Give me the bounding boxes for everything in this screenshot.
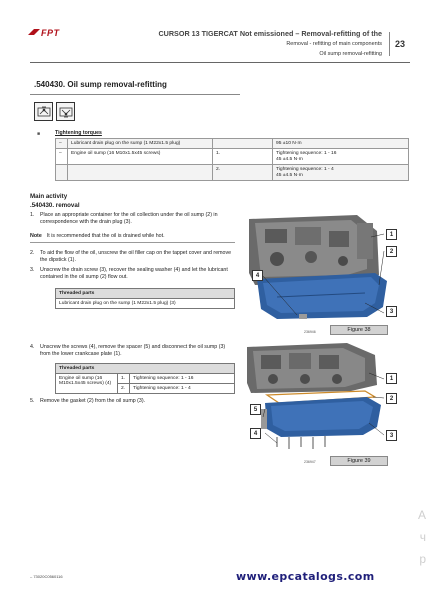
figure-39-image bbox=[247, 343, 399, 455]
figure-39-caption: Figure 39 bbox=[330, 456, 388, 466]
bullet-icon: ■ bbox=[37, 131, 41, 137]
note-label: Note bbox=[30, 233, 42, 239]
watermark-url: www.epcatalogs.com bbox=[236, 570, 375, 583]
callout-5: 5 bbox=[250, 404, 261, 415]
callout-3: 3 bbox=[386, 430, 397, 441]
threaded-parts-table-1 bbox=[55, 288, 235, 309]
figure-38-code: 236946 bbox=[304, 330, 316, 334]
removal-subtitle: .540430. removal bbox=[30, 202, 80, 209]
step-3: 3. Unscrew the drain screw (3), recover the sealing washer (4) and let the lubricant contained in the oil sump (2) flow out. bbox=[30, 267, 228, 281]
threaded-parts-header: Threaded parts bbox=[56, 364, 235, 374]
main-activity-title: Main activity bbox=[30, 193, 68, 200]
step-2: 2. To aid the flow of the oil, unscrew the oil filler cap on the tappet cover and remove the dipstick (1). bbox=[30, 250, 232, 264]
wrench-in-box-icon bbox=[56, 102, 75, 121]
wrench-in-box-icon bbox=[34, 102, 53, 121]
brand-name: FPT bbox=[41, 28, 60, 38]
step-4: 4. Unscrew the screws (4), remove the spacer (5) and disconnect the oil sump (3) from the lower crankcase plate (1). bbox=[30, 344, 226, 358]
callout-2: 2 bbox=[386, 393, 397, 404]
figure-39-code: 236947 bbox=[304, 460, 316, 464]
page-header-title: CURSOR 13 TIGERCAT Not emissioned – Removal-refitting of the bbox=[158, 29, 382, 38]
document-code: – 73020C0560116 bbox=[30, 574, 63, 579]
figure-38-caption: Figure 38 bbox=[330, 325, 388, 335]
ghost-char: A bbox=[417, 508, 426, 522]
page-number: 23 bbox=[395, 39, 406, 49]
table-row: Lubricant drain plug on the sump (1 M22x1.5 plug) (3) bbox=[56, 299, 235, 309]
note-box bbox=[30, 233, 235, 243]
table-row: 2. Tightening sequence: 1 - 4 bbox=[56, 384, 235, 394]
header-divider bbox=[30, 62, 410, 63]
callout-2: 2 bbox=[386, 246, 397, 257]
page-header-subtitle-2: Oil sump removal-refitting bbox=[319, 51, 382, 57]
page-header-subtitle: Removal - refitting of main components bbox=[286, 41, 382, 47]
figure-38-image bbox=[247, 213, 399, 331]
callout-4: 4 bbox=[250, 428, 261, 439]
table-row: – Lubricant drain plug on the sump (1 M22x1.5 plug) 95 ±10 N·m bbox=[56, 139, 409, 149]
threaded-parts-header: Threaded parts bbox=[56, 289, 235, 299]
ghost-char: р bbox=[419, 552, 426, 566]
ghost-char: ч bbox=[419, 530, 426, 544]
note-text: It is recommended that the oil is drained while hot. bbox=[46, 233, 165, 239]
tool-icons bbox=[34, 102, 75, 121]
step-1: 1. Place an appropriate container for the oil collection under the oil sump (2) in correspondence with the drain plug (3). bbox=[30, 212, 218, 226]
section-title: .540430. Oil sump removal-refitting bbox=[34, 80, 167, 89]
tightening-torques-table bbox=[55, 138, 409, 181]
fpt-logo bbox=[30, 28, 70, 44]
fpt-wing-icon bbox=[28, 29, 40, 36]
section-divider bbox=[30, 94, 240, 95]
callout-3: 3 bbox=[386, 306, 397, 317]
callout-4: 4 bbox=[252, 270, 263, 281]
table-row: 2. Tightening sequence: 1 - 4 45 ±4.5 N·m bbox=[56, 165, 409, 181]
tightening-torques-label: Tightening torques bbox=[55, 130, 102, 136]
table-row: Engine oil sump (16 M10x1.5x45 screws) (4) 1. Tightening sequence: 1 - 16 bbox=[56, 374, 235, 384]
callout-1: 1 bbox=[386, 229, 397, 240]
threaded-parts-table-2 bbox=[55, 363, 235, 394]
callout-1: 1 bbox=[386, 373, 397, 384]
step-5: 5. Remove the gasket (2) from the oil sump (3). bbox=[30, 398, 146, 404]
table-row: – Engine oil sump (16 M10x1.5x45 screws) 1. Tightening sequence: 1 - 16 45 ±4.5 N·m bbox=[56, 149, 409, 165]
